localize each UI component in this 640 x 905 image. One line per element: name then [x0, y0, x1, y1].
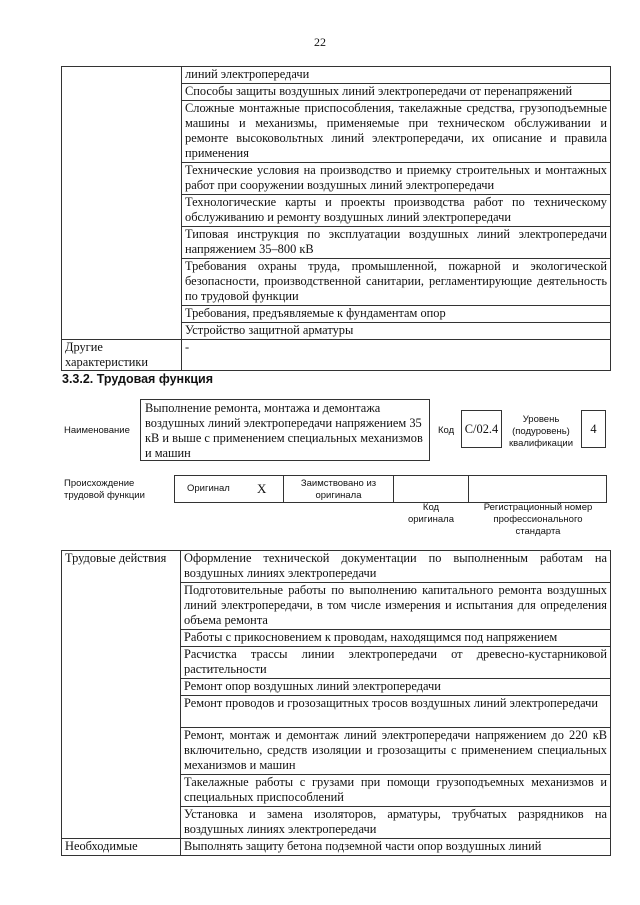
knowledge-row: Сложные монтажные приспособления, такелажные средства, грузоподъемные машины и механизмы, применяемые при техническом обслуживании и ремонте высоковольтных линий электропередачи, их описание и правила применения	[182, 101, 611, 163]
knowledge-label-cell	[62, 67, 182, 340]
original-mark: X	[257, 481, 267, 496]
knowledge-row: Способы защиты воздушных линий электропередачи от перенапряжений	[182, 84, 611, 101]
name-label: Наименование	[64, 425, 130, 436]
borrowed-label: Заимствовано из оригинала	[300, 478, 377, 501]
action-row: Такелажные работы с грузами при помощи грузоподъемных механизмов и специальных приспособлений	[181, 775, 611, 807]
action-row: Ремонт, монтаж и демонтаж линий электропередачи напряжением до 220 кВ включительно, средств изоляции и грозозащиты с применением специальных механизмов и машин	[181, 728, 611, 775]
reg-number-box	[468, 475, 607, 503]
action-row: Ремонт опор воздушных линий электропередачи	[181, 679, 611, 696]
actions-table	[61, 550, 611, 856]
page-number: 22	[314, 35, 326, 49]
code-label: Код	[438, 425, 455, 436]
borrowed-box	[283, 475, 394, 503]
required-value: Выполнять защиту бетона подземной части опор воздушных линий	[181, 839, 611, 856]
knowledge-row: линий электропередачи	[182, 67, 611, 84]
action-row: Подготовительные работы по выполнению капитального ремонта воздушных линий электропередачи, в том числе измерения и испытания для определения объема ремонта	[181, 583, 611, 630]
function-code-box: C/02.4	[461, 410, 502, 448]
original-box	[174, 475, 284, 503]
original-label: Оригинал	[187, 483, 230, 494]
section-title: 3.3.2. Трудовая функция	[62, 372, 214, 386]
other-characteristics-value: -	[182, 340, 611, 371]
action-row: Расчистка трассы линии электропередачи от древесно-кустарниковой растительности	[181, 647, 611, 679]
knowledge-row: Технологические карты и проекты производства работ по техническому обслуживанию и ремонту воздушных линий электропередачи	[182, 195, 611, 227]
reg-number-caption: Регистрационный номер профессионального стандарта	[483, 502, 593, 537]
knowledge-row: Технические условия на производство и приемку строительных и монтажных работ при сооружении воздушных линий электропередачи	[182, 163, 611, 195]
action-row: Установка и замена изоляторов, арматуры, трубчатых разрядников на воздушных линиях электропередачи	[181, 807, 611, 839]
action-row: Оформление технической документации по выполненным работам на воздушных линиях электропередачи	[181, 551, 611, 583]
required-label: Необходимые	[62, 839, 181, 856]
code-original-box	[393, 475, 469, 503]
level-label: Уровень (подуровень) квалификации	[508, 414, 574, 449]
knowledge-row: Требования, предъявляемые к фундаментам опор	[182, 306, 611, 323]
action-row: Работы с прикосновением к проводам, находящимся под напряжением	[181, 630, 611, 647]
origin-label: Происхождение трудовой функции	[64, 478, 145, 501]
knowledge-row: Требования охраны труда, промышленной, пожарной и экологической безопасности, производственной санитарии, регламентирующие деятельность по трудовой функции	[182, 259, 611, 306]
knowledge-table	[61, 66, 611, 371]
action-row: Ремонт проводов и грозозащитных тросов воздушных линий электропередачи	[181, 696, 611, 728]
code-original-caption: Код оригинала	[407, 502, 454, 525]
function-name-box: Выполнение ремонта, монтажа и демонтажа воздушных линий электропередачи напряжением 35 кВ и выше с применением специальных механизмов и машин	[140, 399, 430, 461]
knowledge-row: Типовая инструкция по эксплуатации воздушных линий электропередачи напряжением 35–800 кВ	[182, 227, 611, 259]
actions-label: Трудовые действия	[62, 551, 181, 839]
level-box: 4	[581, 410, 606, 448]
other-characteristics-label: Другие характеристики	[62, 340, 182, 371]
knowledge-row: Устройство защитной арматуры	[182, 323, 611, 340]
